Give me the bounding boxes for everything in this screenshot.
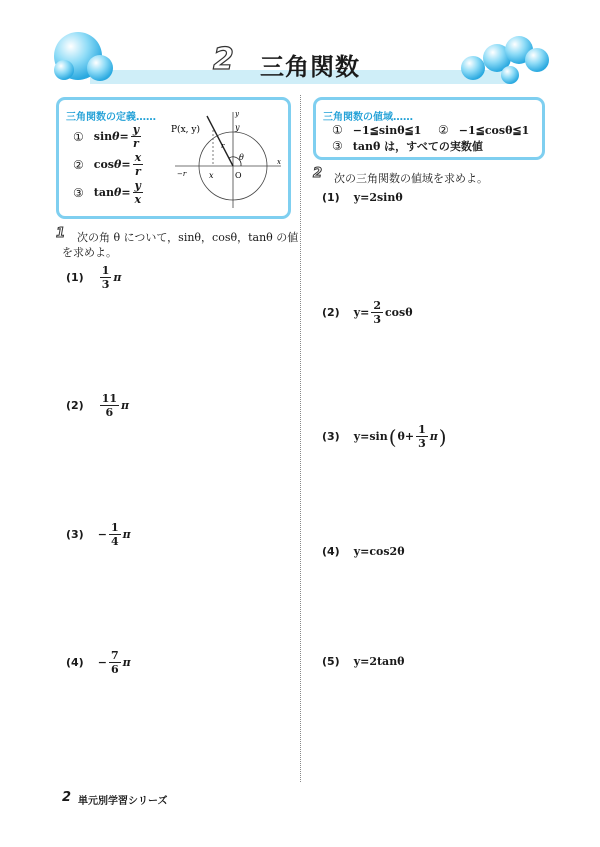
definition-tan: ③ tan θ = $\frac{y}{x}$ [73, 179, 142, 206]
marker: ② [73, 157, 84, 172]
marker: ③ [332, 139, 343, 153]
marker: ③ [73, 185, 84, 200]
footer-series: 単元別学習シリーズ [78, 796, 168, 807]
definition-sin: ① sin θ = $\frac{y}{r}$ [73, 123, 140, 150]
question-1-text-line1: 次の角 θ について，sinθ，cosθ，tanθ の値 [77, 231, 299, 244]
definition-cos: ② cos θ = $\frac{x}{r}$ [73, 151, 142, 178]
radius-line [207, 116, 233, 166]
part-label: (3) [66, 528, 84, 541]
column-divider [300, 95, 301, 782]
fraction: $\frac{1}{4}$ [110, 521, 119, 548]
chapter-title: 三角関数 [260, 53, 360, 81]
bubbles-right [455, 30, 555, 85]
fraction: $\frac{y}{r}$ [132, 123, 140, 150]
chapter-number: 2 [213, 42, 234, 77]
part-label: (2) [66, 399, 84, 412]
part-label: (1) [66, 271, 84, 284]
q2-part-2: (2) y= $\frac{2}{3}$ cosθ [322, 299, 413, 326]
q2-part-5: (5) y=2tanθ [322, 655, 405, 668]
fraction: $\frac{7}{6}$ [110, 649, 119, 676]
fraction: $\frac{1}{3}$ [101, 264, 110, 291]
range-tan: ③ tanθ は，すべての実数値 [332, 139, 483, 153]
footer-page-number: 2 [62, 790, 72, 805]
r-label: r [221, 142, 225, 150]
point-label: P(x, y) [171, 125, 200, 135]
q1-part-1: (1) $\frac{1}{3}$ π [66, 264, 122, 291]
fraction: $\frac{11}{6}$ [101, 392, 118, 419]
definition-box [56, 97, 291, 219]
right-paren: ) [438, 424, 447, 449]
left-paren: ( [388, 424, 397, 449]
q1-part-4: (4) − $\frac{7}{6}$ π [66, 649, 131, 676]
question-2-number: 2 [313, 166, 323, 181]
question-1-text-line2: を求めよ。 [62, 246, 117, 259]
range-sin: ① −1≦sinθ≦1 [332, 123, 422, 137]
range-box-title: 三角関数の値域…… [323, 112, 413, 123]
q1-part-3: (3) − $\frac{1}{4}$ π [66, 521, 131, 548]
marker: ① [332, 123, 343, 137]
q2-part-4: (4) y=cos2θ [322, 545, 405, 558]
range-cos: ② −1≦cosθ≦1 [438, 123, 530, 137]
question-2-text: 次の三角関数の値域を求めよ。 [334, 172, 488, 185]
unit-circle-figure [169, 108, 285, 212]
part-label: (1) [322, 191, 340, 204]
fraction: $\frac{y}{x}$ [134, 179, 142, 206]
bubbles-left [50, 28, 120, 88]
part-label: (3) [322, 430, 340, 443]
origin-label: O [235, 171, 242, 180]
part-label: (4) [322, 545, 340, 558]
part-label: (5) [322, 655, 340, 668]
marker: ① [73, 129, 84, 144]
range-box [313, 97, 545, 160]
fraction: $\frac{2}{3}$ [373, 299, 381, 326]
fraction: $\frac{x}{r}$ [134, 151, 142, 178]
part-label: (2) [322, 306, 340, 319]
marker: ② [438, 123, 449, 137]
y-label: y [235, 123, 240, 132]
neg-r-label: −r [177, 170, 187, 178]
definition-box-title: 三角関数の定義…… [66, 112, 156, 123]
y-axis-label: y [235, 110, 239, 118]
part-label: (4) [66, 656, 84, 669]
fraction: $\frac{1}{3}$ [418, 423, 426, 450]
q2-part-3: (3) y=sin ( θ+ $\frac{1}{3}$ π ) [322, 423, 447, 450]
q2-part-1: (1) y=2sinθ [322, 191, 403, 204]
theta-label: θ [239, 153, 244, 162]
question-1-number: 1 [56, 226, 66, 241]
q1-part-2: (2) $\frac{11}{6}$ π [66, 392, 130, 419]
x-axis-label: x [277, 158, 281, 166]
x-label: x [209, 171, 214, 180]
